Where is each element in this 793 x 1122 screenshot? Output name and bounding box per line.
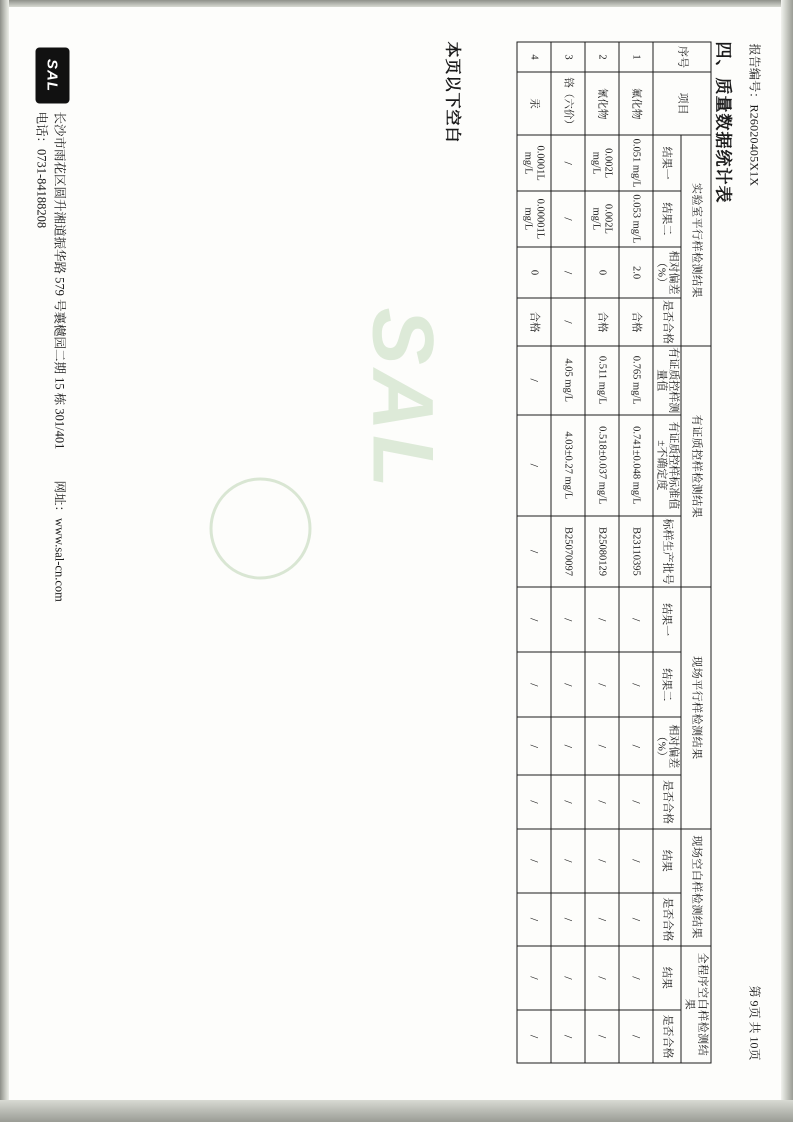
col-item: 项目 — [653, 72, 711, 135]
cell-field-result1: / — [619, 587, 653, 652]
cell-pb-qualified: / — [517, 1010, 551, 1063]
page-edge-top — [0, 0, 793, 7]
col-seq: 序号 — [653, 42, 711, 72]
cell-batch-no: B25070097 — [551, 515, 585, 586]
cell-field-result1: / — [585, 587, 619, 652]
col-certified-std: 有证质控样标准值±不确定度 — [653, 414, 681, 515]
col-certified-measured: 有证质控样测量值 — [653, 345, 681, 414]
col-pb-qualified: 是否合格 — [653, 1010, 681, 1063]
col-fb-qualified: 是否合格 — [653, 893, 681, 946]
cell-pb-qualified: / — [551, 1010, 585, 1063]
paper-sheet — [9, 7, 781, 1100]
col-lab-rel-dev: 相对偏差（%） — [653, 246, 681, 298]
blank-page-note: 本页以下空白 — [443, 41, 461, 144]
cell-item: 氰化物 — [585, 72, 619, 135]
table-row — [619, 42, 653, 1063]
rotated-content-wrapper — [10, 7, 782, 1100]
cell-certified-measured: 4.05 mg/L — [551, 345, 585, 414]
cell-pb-qualified: / — [619, 1010, 653, 1063]
table-group-header-row — [681, 42, 711, 1063]
cell-lab-rel-dev: 2.0 — [619, 246, 653, 298]
table-row — [585, 42, 619, 1063]
cell-field-rel-dev: / — [551, 717, 585, 775]
cell-fb-qualified: / — [619, 893, 653, 946]
page-edge-right — [781, 0, 793, 1122]
cell-lab-result1: / — [551, 135, 585, 191]
table-sub-header-row — [653, 42, 681, 1063]
cell-pb-result: / — [619, 945, 653, 1009]
cell-fb-qualified: / — [551, 893, 585, 946]
cell-field-qualified: / — [585, 775, 619, 828]
footer-address-text: 长沙市雨花区圆升湘道振华路 579 号襄樾园二期 15 栋 301/401 — [52, 111, 67, 449]
col-lab-qualified: 是否合格 — [653, 298, 681, 345]
footer-website: 网址：www.sal-cn.com — [52, 479, 67, 602]
cell-field-rel-dev: / — [517, 717, 551, 775]
cell-lab-result2: 0.053 mg/L — [619, 191, 653, 247]
page-number: 第 9页 共 10页 — [747, 984, 762, 1060]
cell-batch-no: B23110395 — [619, 515, 653, 586]
col-pb-result: 结果 — [653, 945, 681, 1009]
cell-lab-qualified: 合格 — [517, 298, 551, 345]
cell-seq: 2 — [585, 42, 619, 72]
cell-fb-qualified: / — [517, 893, 551, 946]
cell-fb-qualified: / — [585, 893, 619, 946]
sal-logo: SAL — [36, 47, 70, 103]
cell-field-result2: / — [619, 652, 653, 717]
col-group-certified-qc: 有证质控样检测结果 — [681, 345, 711, 587]
cell-lab-rel-dev: / — [551, 246, 585, 298]
cell-lab-qualified: 合格 — [585, 298, 619, 345]
report-number: 报告编号：R26020405X1X — [747, 43, 762, 186]
cell-field-qualified: / — [619, 775, 653, 828]
cell-fb-result: / — [585, 828, 619, 892]
cell-pb-result: / — [585, 945, 619, 1009]
col-fb-result: 结果 — [653, 828, 681, 892]
cell-batch-no: / — [517, 515, 551, 586]
watermark-sal-logo: SAL — [354, 307, 451, 491]
cell-batch-no: B25080129 — [585, 515, 619, 586]
quality-data-table — [516, 41, 711, 1063]
col-batch-no: 标样生产批号 — [653, 515, 681, 586]
cell-field-result2: / — [585, 652, 619, 717]
cell-certified-measured: 0.765 mg/L — [619, 345, 653, 414]
cell-certified-std: 0.741±0.048 mg/L — [619, 414, 653, 515]
cell-certified-std: / — [517, 414, 551, 515]
cell-field-result1: / — [517, 587, 551, 652]
cell-lab-result1: 0.002L mg/L — [585, 135, 619, 191]
col-group-process-blank: 全程序空白样检测结果 — [681, 945, 711, 1062]
col-field-rel-dev: 相对偏差（%） — [653, 717, 681, 775]
cell-seq: 4 — [517, 42, 551, 72]
cell-certified-std: 0.518±0.037 mg/L — [585, 414, 619, 515]
table-row — [517, 42, 551, 1063]
cell-pb-qualified: / — [585, 1010, 619, 1063]
cell-lab-result2: 0.002L mg/L — [585, 191, 619, 247]
col-field-qualified: 是否合格 — [653, 775, 681, 828]
col-group-field-blank: 现场空白样检测结果 — [681, 828, 711, 945]
cell-fb-result: / — [517, 828, 551, 892]
col-field-result2: 结果二 — [653, 652, 681, 717]
cell-fb-result: / — [551, 828, 585, 892]
watermark-seal-ring — [210, 477, 312, 579]
cell-item: 铬（六价） — [551, 72, 585, 135]
cell-pb-result: / — [551, 945, 585, 1009]
cell-field-result2: / — [551, 652, 585, 717]
col-lab-result2: 结果二 — [653, 191, 681, 247]
cell-certified-std: 4.03±0.27 mg/L — [551, 414, 585, 515]
cell-lab-result1: 0.051 mg/L — [619, 135, 653, 191]
section-title: 四、质量数据统计表 — [713, 41, 733, 203]
cell-lab-rel-dev: 0 — [517, 246, 551, 298]
cell-field-result1: / — [551, 587, 585, 652]
page-edge-left — [0, 0, 9, 1122]
cell-certified-measured: 0.511 mg/L — [585, 345, 619, 414]
cell-pb-result: / — [517, 945, 551, 1009]
col-group-field-parallel: 现场平行样检测结果 — [681, 587, 711, 828]
col-group-lab-parallel: 实验室平行样检测结果 — [681, 135, 711, 345]
cell-lab-result2: / — [551, 191, 585, 247]
cell-lab-qualified: 合格 — [619, 298, 653, 345]
document-content — [10, 7, 782, 1100]
col-lab-result1: 结果一 — [653, 135, 681, 191]
col-field-result1: 结果一 — [653, 587, 681, 652]
cell-item: 氟化物 — [619, 72, 653, 135]
page-edge-bottom — [0, 1100, 793, 1122]
cell-field-qualified: / — [551, 775, 585, 828]
cell-lab-qualified: / — [551, 298, 585, 345]
cell-lab-result1: 0.0001L mg/L — [517, 135, 551, 191]
cell-field-rel-dev: / — [585, 717, 619, 775]
footer-address — [52, 111, 70, 601]
cell-field-qualified: / — [517, 775, 551, 828]
table-row — [551, 42, 585, 1063]
cell-field-rel-dev: / — [619, 717, 653, 775]
cell-field-result2: / — [517, 652, 551, 717]
cell-certified-measured: / — [517, 345, 551, 414]
cell-item: 汞 — [517, 72, 551, 135]
cell-seq: 1 — [619, 42, 653, 72]
footer-phone: 电话：0731-84188208 — [34, 111, 49, 228]
cell-fb-result: / — [619, 828, 653, 892]
cell-seq: 3 — [551, 42, 585, 72]
page-footer — [30, 7, 88, 1100]
cell-lab-result2: 0.00001L mg/L — [517, 191, 551, 247]
cell-lab-rel-dev: 0 — [585, 246, 619, 298]
